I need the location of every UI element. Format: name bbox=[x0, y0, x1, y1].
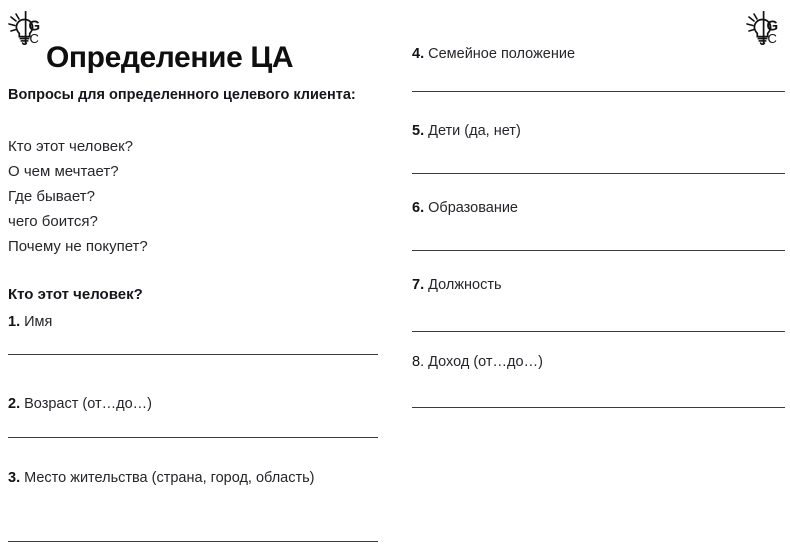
field-item-3 bbox=[8, 468, 348, 488]
field-text: Семейное положение bbox=[428, 46, 576, 62]
field-label bbox=[412, 121, 777, 141]
field-number: 4. bbox=[412, 46, 425, 62]
field-label bbox=[412, 44, 777, 64]
intro-heading: Вопросы для определенного целевого клиента: bbox=[8, 87, 356, 103]
field-text: Имя bbox=[24, 314, 53, 330]
answer-line-2[interactable] bbox=[8, 437, 378, 438]
field-number: 5. bbox=[412, 123, 425, 139]
answer-line-3[interactable] bbox=[8, 541, 378, 542]
field-label bbox=[412, 352, 777, 372]
sub-heading: Кто этот человек? bbox=[8, 286, 143, 303]
field-item-6 bbox=[412, 198, 777, 218]
list-item: О чем мечтает? bbox=[8, 163, 119, 181]
field-label bbox=[8, 468, 348, 488]
list-item: чего боится? bbox=[8, 213, 98, 231]
field-item-1 bbox=[8, 312, 368, 332]
field-label bbox=[8, 312, 368, 332]
field-text: Образование bbox=[428, 200, 518, 216]
field-text: Доход (от…до…) bbox=[428, 354, 543, 370]
field-item-7 bbox=[412, 275, 777, 295]
list-item: Кто этот человек? bbox=[8, 138, 133, 155]
svg-text:G: G bbox=[28, 17, 41, 35]
page-title: Определение ЦА bbox=[46, 41, 294, 75]
answer-line-6[interactable] bbox=[412, 250, 785, 251]
field-item-2 bbox=[8, 394, 368, 414]
field-label bbox=[8, 394, 368, 414]
list-item: Где бывает? bbox=[8, 188, 95, 206]
field-item-5 bbox=[412, 121, 777, 141]
field-text: Дети (да, нет) bbox=[428, 123, 521, 139]
field-text: Место жительства (страна, город, область) bbox=[24, 470, 315, 486]
question-list bbox=[8, 134, 368, 259]
answer-line-5[interactable] bbox=[412, 173, 785, 174]
svg-text:C: C bbox=[767, 31, 777, 46]
field-number: 6. bbox=[412, 200, 425, 216]
field-item-4 bbox=[412, 44, 777, 64]
field-number: 8. bbox=[412, 354, 425, 370]
field-number: 2. bbox=[8, 396, 21, 412]
list-item: Почему не покупет? bbox=[8, 238, 148, 256]
answer-line-1[interactable] bbox=[8, 354, 378, 355]
answer-line-7[interactable] bbox=[412, 331, 785, 332]
field-text: Должность bbox=[428, 277, 502, 293]
field-label bbox=[412, 198, 777, 218]
field-number: 3. bbox=[8, 470, 21, 486]
field-label bbox=[412, 275, 777, 295]
field-number: 7. bbox=[412, 277, 425, 293]
answer-line-8[interactable] bbox=[412, 407, 785, 408]
field-number: 1. bbox=[8, 314, 21, 330]
logo-lightbulb-gc-left bbox=[8, 10, 44, 50]
svg-text:C: C bbox=[29, 31, 39, 46]
answer-line-4[interactable] bbox=[412, 91, 785, 92]
field-text: Возраст (от…до…) bbox=[24, 396, 152, 412]
svg-text:G: G bbox=[766, 17, 779, 35]
field-item-8 bbox=[412, 352, 777, 372]
